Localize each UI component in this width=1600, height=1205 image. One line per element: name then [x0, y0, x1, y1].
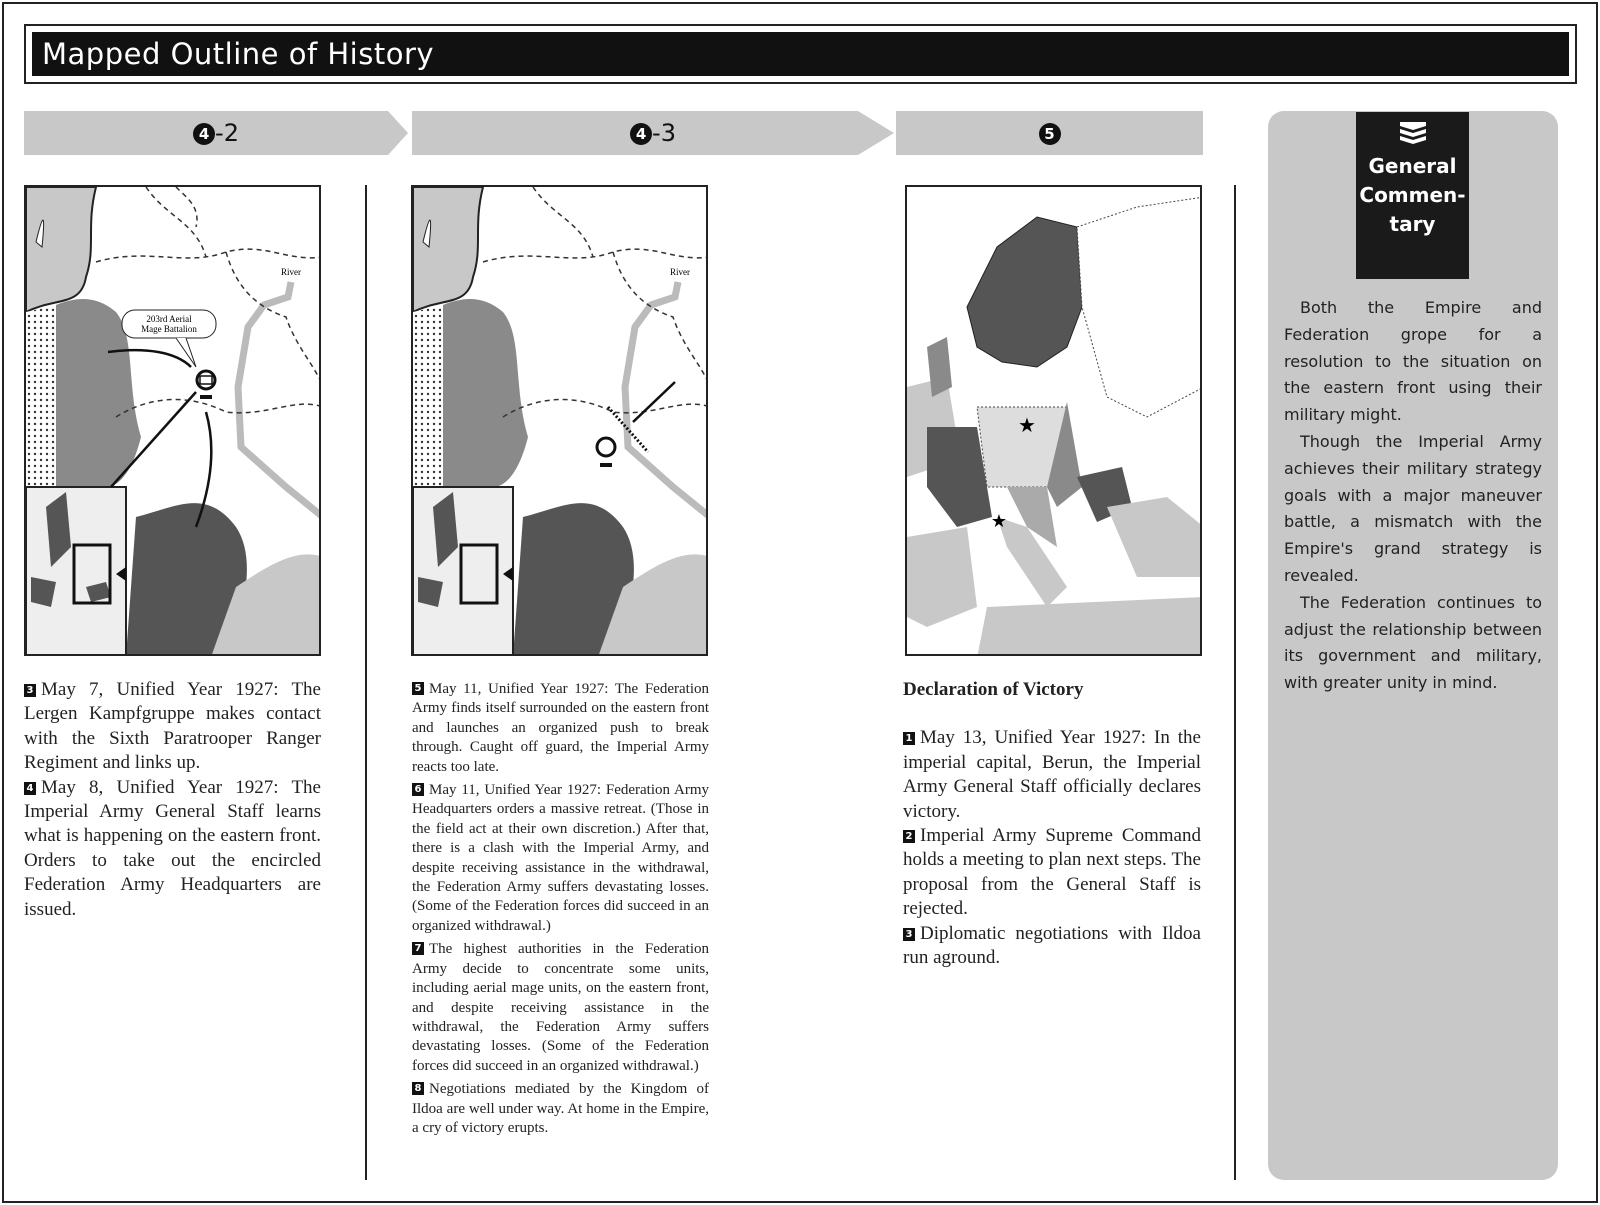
map-5-europe [905, 185, 1202, 656]
event-text: Imperial Army Supreme Command holds a meeting to plan next steps. The proposal from the General Staff is rejected. [903, 825, 1201, 920]
label-line: tary [1389, 212, 1436, 236]
event-item [412, 781, 709, 936]
commentary-label [1356, 112, 1469, 279]
event-text: May 7, Unified Year 1927: The Lergen Kampfgruppe makes contact with the Sixth Paratrooper Ranger Regiment and links up. [24, 679, 321, 774]
column-divider [1234, 185, 1236, 1180]
commentary-paragraph: The Federation continues to adjust the relationship between its government and military, with greater unity in mind. [1284, 592, 1542, 693]
map-4-3 [411, 185, 708, 656]
event-item [903, 922, 1201, 971]
event-item [903, 824, 1201, 922]
section-number-badge: 4 [630, 123, 652, 145]
event-item [412, 680, 709, 777]
event-item [412, 940, 709, 1076]
event-text: May 13, Unified Year 1927: In the imperial capital, Berun, the Imperial Army General Staff officially declares victory. [903, 727, 1201, 822]
column-4-3-text [412, 680, 709, 1142]
section-heading: Declaration of Victory [903, 679, 1084, 700]
star-berun-icon: ★ [1018, 415, 1036, 437]
river-label: River [670, 267, 690, 277]
section-suffix: -2 [215, 119, 239, 147]
stacked-layers-icon [1400, 120, 1426, 148]
title-box [24, 24, 1577, 84]
event-number: 4 [24, 782, 36, 795]
commentary-paragraph: Both the Empire and Federation grope for a resolution to the situation on the eastern front using their military might. [1284, 298, 1542, 425]
event-item [24, 678, 321, 776]
event-item [903, 726, 1201, 824]
event-number: 3 [903, 928, 915, 941]
column-5-text [903, 678, 1201, 970]
map-4-2 [24, 185, 321, 656]
section-header-4-2 [24, 111, 408, 155]
section-suffix: -3 [652, 119, 676, 147]
event-text: Negotiations mediated by the Kingdom of Ildoa are well under way. At home in the Empire, a cry of victory erupts. [412, 1081, 709, 1136]
event-item [24, 776, 321, 922]
section-number-badge: 4 [193, 123, 215, 145]
event-number: 5 [412, 682, 424, 695]
event-text: Diplomatic negotiations with Ildoa run aground. [903, 922, 1201, 969]
star-icon: ★ [990, 511, 1008, 531]
event-item [412, 1080, 709, 1138]
column-divider [365, 185, 367, 1180]
label-line: Commen- [1359, 183, 1466, 207]
section-header-4-3 [412, 111, 894, 155]
commentary-text [1284, 295, 1542, 697]
page-title: Mapped Outline of History [32, 32, 1569, 76]
event-text: May 11, Unified Year 1927: Federation Army Headquarters orders a massive retreat. (Those in the field act at their own discretion.) After that, there is a clash with the Imperial Army, and despite receiving assistance in the withdrawal, the Federation Army suffers devastating losses. (Some of the Federation forces did succeed in an organized withdrawal.) [412, 782, 709, 934]
river-label: River [281, 267, 301, 277]
event-number: 3 [24, 684, 36, 697]
event-text: May 8, Unified Year 1927: The Imperial Army General Staff learns what is happening on the eastern front. Orders to take out the encircled Federation Army Headquarters are issued. [24, 776, 321, 920]
callout-label-line2: Mage Battalion [141, 324, 197, 334]
event-number: 7 [412, 942, 424, 955]
event-number: 2 [903, 830, 915, 843]
column-4-2-text [24, 678, 321, 922]
section-header-5 [896, 111, 1203, 155]
event-number: 8 [412, 1082, 424, 1095]
label-line: General [1368, 154, 1457, 178]
event-number: 1 [903, 732, 915, 745]
callout-label-line1: 203rd Aerial [146, 314, 192, 324]
section-number-badge: 5 [1039, 123, 1061, 145]
event-number: 6 [412, 783, 424, 796]
general-commentary-panel [1268, 111, 1558, 1180]
event-text: The highest authorities in the Federation Army decide to concentrate some units, including aerial mage units, on the eastern front, and despite receiving assistance in the withdrawal, the Federation Army suffers devastating losses. (Some of the Federation forces did succeed in an organized withdrawal.) [412, 941, 709, 1074]
commentary-paragraph: Though the Imperial Army achieves their military strategy goals with a major maneuver battle, a mismatch with the Empire's grand strategy is revealed. [1284, 431, 1542, 585]
event-text: May 11, Unified Year 1927: The Federation Army finds itself surrounded on the eastern front and launches an organized push to break through. Caught off guard, the Imperial Army reacts too late. [412, 681, 709, 775]
